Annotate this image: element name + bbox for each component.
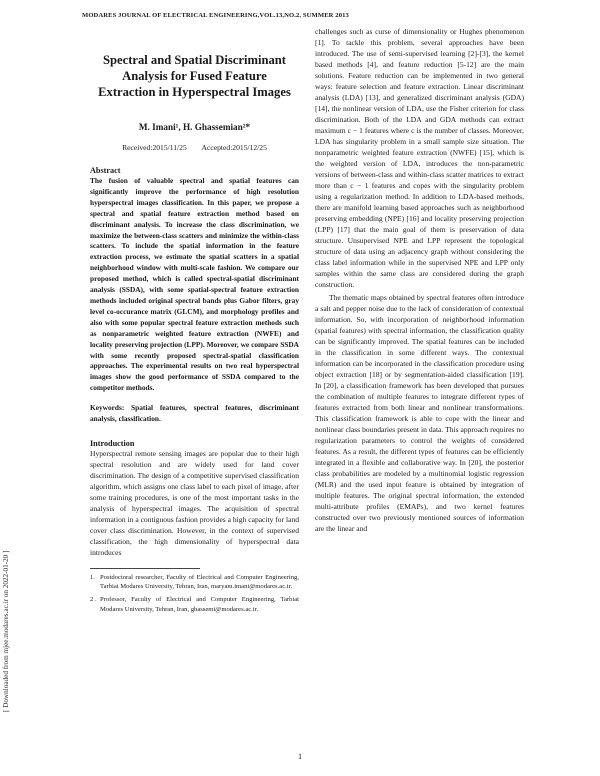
body-paragraph: challenges such as curse of dimensionality or Hughes phenomenon [1]. To tackle this problem, several approaches have been introduced. The use of semi-supervised learning [2]-[3], the kernel based methods [4], and feature reduction [5-12] are the main solutions. Feature reduction can be implemented in two general ways: feature selection and feature extraction. Linear discriminant analysis (LDA) [13], and generalized discriminant analysis (GDA) [14], the nonlinear version of LDA, use the Fisher criterion for class discrimination. Both of the LDA and GDA methods can extract maximum c − 1 features where c is the number of classes. Moreover, LDA has singularity problem in a small sample size situation. The nonparametric weighted feature extraction (NWFE) [15], which is the weighted version of LDA, introduces the non-parametric versions of between-class and within-class scatter matrices to extract more than c − 1 features and copes with the singularity problem using a regularization method. In addition to LDA-based methods, there are manifold learning based approaches such as neighborhood preserving embedding (NPE) [16] and locality preserving projection (LPP) [17] that the main goal of them is preservation of data structure. Unsupervised NPE and LPP represent the topological structure of data using an adjacency graph without considering the class label information while in the supervised NPE and LPP only samples within the same class are considered during the graph construction. (315, 27, 524, 289)
footnote-number: 1. (90, 573, 95, 581)
footnote-text: Postdoctoral researcher, Faculty of Electrical and Computer Engineering, Tarbiat Modares University, Tehran, Iran, maryam.imani@modares.ac.ir. (100, 573, 299, 591)
body-paragraph: The thematic maps obtained by spectral features often introduce a salt and pepper noise due to the lack of consideration of contextual information. So, with incorporation of neighborhood information (spatial features) with spectral information, the classification quality can be significantly improved. The spatial features can be included in the classification in some different ways. The contextual information can be incorporated in the classification procedure using object extraction [18] or by segmentation-aided classification [19]. In [20], a classification framework has been developed that pursues the combination of multiple features to integrate different types of features extracted from both linear and nonlinear transformations. This classification framework is able to cope with the linear and nonlinear class boundaries present in data. This approach requires no regularization parameters to control the weights of considered features. As a result, the different types of features can be efficiently integrated in a flexible and collaborative way. In [20], the posterior class probabilities are modeled by a multinomial logistic regression (MLR) and the used input feature is obtained by integration of multiple features. The original spectral information, the extended multi-attribute profiles (EMAPs), and two kernel features constructed over two previously mentioned sources of information are the linear and (315, 293, 524, 533)
keywords-label: Keywords: (90, 403, 125, 413)
abstract-heading: Abstract (90, 166, 121, 175)
authors: M. Imani¹, H. Ghassemian²* (138, 122, 251, 132)
title-line: Spectral and Spatial Discriminant (103, 53, 286, 67)
right-column (315, 26, 524, 534)
page-number: 1 (298, 752, 303, 761)
title-line: Extraction in Hyperspectral Images (98, 85, 291, 99)
introduction-paragraph: Hyperspectral remote sensing images are popular due to their high spectral resolution and are widely used for land cover discrimination. The design of a competitive supervised classification algorithm, which assigns one class label to each pixel of image, after some training procedures, is one of the most important tasks in the analysis of hyperspectral images. The acquisition of spectral information in a contiguous fashion provides a high capacity for land cover class discrimination. However, in the context of supervised classification, the high dimensionality of hyperspectral data introduces (90, 448, 299, 557)
title-line: Analysis for Fused Feature (122, 69, 267, 83)
keywords-text: Spatial features, spectral features, discriminant analysis, classification. (90, 403, 299, 424)
download-watermark: [ Downloaded from mjee.modares.ac.ir on 2022-01-20 ] (2, 550, 10, 712)
footnote-number: 2 . (90, 596, 97, 604)
footnote (90, 573, 299, 591)
left-column (90, 38, 299, 614)
journal-header: MODARES JOURNAL OF ELECTRICAL ENGINEERING,VOL.13,NO.2, SUMMER 2013 (82, 12, 349, 19)
footnote-separator (90, 568, 200, 569)
footnote-text: Professor, Faculty of Electrical and Computer Engineering, Tarbiat Modares University, Tehran, Iran, ghassemi@modares.ac.ir. (100, 596, 299, 613)
footnote (90, 595, 299, 613)
received-accepted-dates: Received:2015/11/25 Accepted:2015/12/25 (122, 143, 267, 152)
keywords (90, 403, 299, 425)
introduction-heading: Introduction (90, 438, 135, 448)
abstract-text: The fusion of valuable spectral and spatial features can significantly improve the performance of high resolution hyperspectral images classification. In this paper, we propose a spectral and spatial feature extraction method based on discriminant analysis. To increase the class discrimination, we maximize the between-class scatters and minimize the within-class scatters. To include the spatial information in the feature extraction process, we estimate the spatial scatters in a spatial neighborhood window with multi-scale fashion. We compare our proposed method, which is called spectral-spatial discriminant analysis (SSDA), with some spatial-spectral feature extraction methods included original spectral bands plus Gabor filters, gray level co-occurance matrix (GLCM), and morphology profiles and also with some popular spectral feature extraction methods such as nonparametric weighted feature extraction (NWFE) and locality preserving projection (LPP). Moreover, we compare SSDA with some recently proposed spectral-spatial classification approaches. The experimental results on two real hyperspectral images show the good performance of SSDA compared to the competitor methods. (90, 176, 299, 393)
paper-title (90, 52, 299, 100)
